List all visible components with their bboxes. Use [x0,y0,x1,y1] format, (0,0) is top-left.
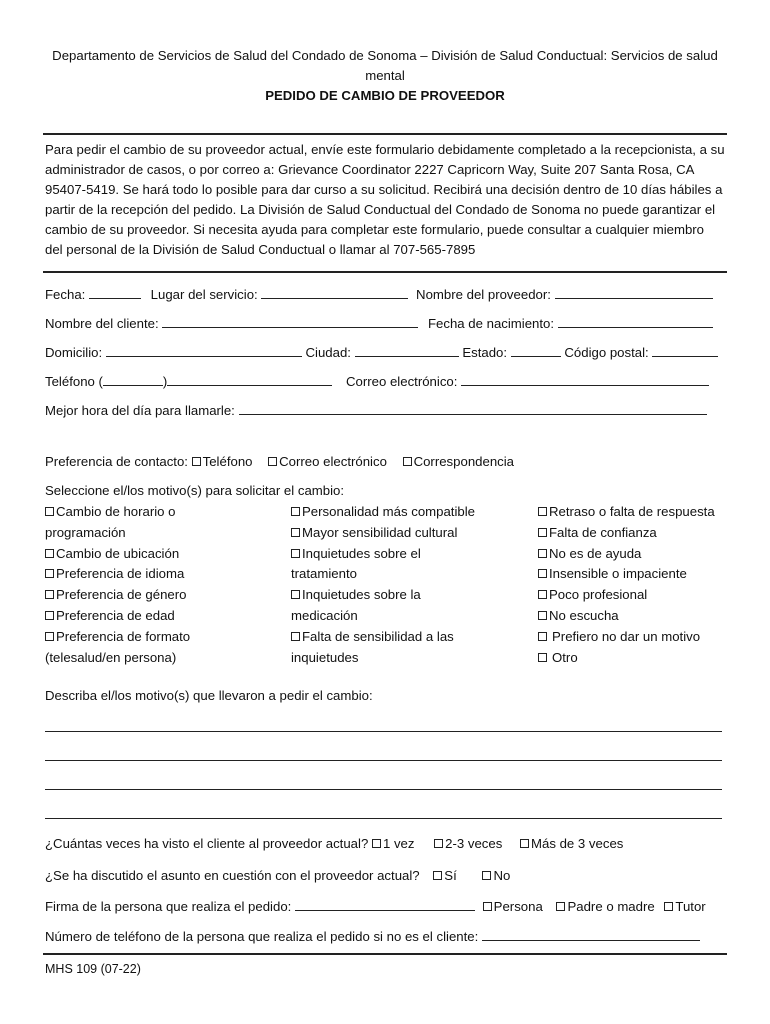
checkbox[interactable] [538,653,547,662]
correo-field[interactable] [461,372,709,386]
discussed-option: No [493,868,511,883]
reason-label: Mayor sensibilidad cultural [302,524,458,540]
reason-label: Preferencia de formato (telesalud/en persona) [45,628,191,665]
reason-label: Falta de sensibilidad a las inquietudes [291,628,454,665]
discussed-question [45,866,725,886]
reason-item[interactable] [538,544,738,565]
checkbox[interactable] [291,632,300,641]
discussed-label: ¿Se ha discutido el asunto en cuestión con el proveedor actual? [45,868,420,883]
domicilio-field[interactable] [106,343,302,357]
reason-label: Personalidad más compatible [302,504,475,519]
describe-line[interactable] [45,760,722,761]
visits-option: 2-3 veces [445,836,503,851]
reasons-label: Seleccione el/los motivo(s) para solicitar el cambio: [45,483,345,498]
signature-field[interactable] [295,897,475,911]
signature-option: Tutor [675,899,706,914]
checkbox-tutor[interactable] [664,902,673,911]
estado-label: Estado: [462,345,508,360]
reason-label: Otro [552,649,578,665]
form-title: PEDIDO DE CAMBIO DE PROVEEDOR [265,88,505,103]
row-domicilio [45,343,725,363]
reason-item[interactable] [538,502,738,523]
reason-label: Preferencia de edad [56,607,175,623]
reason-item[interactable] [538,523,738,544]
correo-label: Correo electrónico: [346,374,458,389]
reasons-column-3 [538,502,738,668]
instructions-divider [43,271,727,273]
requester-phone-label: Número de teléfono de la persona que realiza el pedido si no es el cliente: [45,929,479,944]
checkbox-no[interactable] [482,871,491,880]
reason-item[interactable] [45,564,245,585]
checkbox[interactable] [538,549,547,558]
contact-option-telefono: Teléfono [202,454,253,469]
checkbox[interactable] [45,549,54,558]
form-header [44,46,726,106]
nacimiento-field[interactable] [558,314,713,328]
visits-question [45,834,725,854]
reason-item[interactable] [45,585,245,606]
mejor-hora-label: Mejor hora del día para llamarle: [45,403,235,418]
lugar-field[interactable] [261,285,408,299]
reason-label: Preferencia de idioma [56,566,185,582]
checkbox-correo[interactable] [268,457,277,466]
checkbox[interactable] [538,590,547,599]
signature-label: Firma de la persona que realiza el pedido: [45,899,292,914]
reasons-column-1 [45,502,245,668]
top-divider [43,133,727,135]
checkbox[interactable] [291,549,300,558]
reason-item[interactable] [45,627,245,669]
contact-label: Preferencia de contacto: [45,454,188,469]
reason-item[interactable] [291,544,441,586]
checkbox[interactable] [45,569,54,578]
reason-label: Poco profesional [549,587,648,603]
bottom-divider [43,953,727,955]
checkbox[interactable] [45,632,54,641]
cliente-field[interactable] [162,314,418,328]
reason-item[interactable] [538,585,738,606]
discussed-option: Sí [444,868,457,883]
checkbox-1-vez[interactable] [372,839,381,848]
visits-option: Más de 3 veces [531,836,624,851]
checkbox-si[interactable] [433,871,442,880]
nacimiento-label: Fecha de nacimiento: [427,316,555,331]
checkbox-telefono[interactable] [192,457,201,466]
reason-label: Insensible o impaciente [549,566,687,582]
reason-item[interactable] [45,502,245,544]
reason-item[interactable] [538,564,738,585]
contact-preference [45,452,725,472]
checkbox[interactable] [291,528,300,537]
reason-label: Preferencia de género [56,587,187,603]
checkbox[interactable] [45,611,54,620]
checkbox-padre-madre[interactable] [556,902,565,911]
department-name: Departamento de Servicios de Salud del Condado de Sonoma – División de Salud Conductual: Servicios de salud mental [52,48,718,83]
reason-label: Falta de confianza [549,524,657,540]
row-cliente-nacimiento [45,314,725,334]
checkbox[interactable] [538,507,547,516]
requester-phone-field[interactable] [482,927,700,941]
visits-label: ¿Cuántas veces ha visto el cliente al proveedor actual? [45,836,369,851]
reason-label: No es de ayuda [549,545,642,561]
instructions-paragraph: Para pedir el cambio de su proveedor actual, envíe este formulario debidamente completado a la recepcionista, a su administrador de casos, o por correo a: Grievance Coordinator 2227 Capricorn Way, Suite 207 Santa Rosa, CA 95407-5419. Se hará todo lo posible para dar curso a su solicitud. Recibirá una decisión dentro de 10 días hábiles a partir de la recepción del pedido. La División de Salud Conductual del Condado de Sonoma no puede garantizar el cambio de su proveedor. Si necesita ayuda para completar este formulario, puede consultar a cualquier miembro del personal de la División de Salud Conductual o llamar al 707-565-7895 [45,142,725,257]
contact-option-correo: Correo electrónico [279,454,387,469]
proveedor-label: Nombre del proveedor: [416,287,551,302]
mejor-hora-field[interactable] [239,401,707,415]
fecha-label: Fecha: [45,287,86,302]
reason-label: Retraso o falta de respuesta [549,504,715,519]
signature-option: Padre o madre [567,899,655,914]
reason-label: Cambio de horario o programación [45,504,176,540]
form-code: MHS 109 (07-22) [45,962,141,976]
domicilio-label: Domicilio: [45,345,103,360]
signature-option: Persona [493,899,543,914]
telefono-label: Teléfono ( [45,374,103,389]
codigo-label: Código postal: [564,345,649,360]
ciudad-field[interactable] [355,343,459,357]
reason-item[interactable] [291,627,466,669]
describe-line[interactable] [45,818,722,819]
reason-label: Cambio de ubicación [56,545,180,561]
row-mejor-hora [45,401,725,421]
row-telefono-correo [45,372,725,392]
codigo-field[interactable] [652,343,718,357]
row-fecha-lugar-proveedor [45,285,725,305]
reason-item[interactable] [538,648,738,669]
checkbox[interactable] [45,590,54,599]
telefono-area-field[interactable] [103,372,163,386]
describe-line[interactable] [45,789,722,790]
proveedor-field[interactable] [555,285,713,299]
reason-label: Inquietudes sobre el tratamiento [291,545,421,582]
ciudad-label: Ciudad: [305,345,351,360]
checkbox-2-3-veces[interactable] [434,839,443,848]
checkbox[interactable] [538,569,547,578]
cliente-label: Nombre del cliente: [45,316,159,331]
reason-label: No escucha [549,607,619,623]
reason-item[interactable] [291,502,511,523]
reason-item[interactable] [45,606,245,627]
checkbox[interactable] [291,507,300,516]
describe-label: Describa el/los motivo(s) que llevaron a pedir el cambio: [45,688,373,703]
checkbox[interactable] [538,632,547,641]
telefono-field[interactable] [167,372,332,386]
checkbox-correspondencia[interactable] [403,457,412,466]
lugar-label: Lugar del servicio: [150,287,258,302]
reasons-column-2 [291,502,511,668]
reason-item[interactable] [538,627,738,648]
checkbox-mas-de-3[interactable] [520,839,529,848]
checkbox-persona[interactable] [483,902,492,911]
signature-row [45,897,725,917]
checkbox[interactable] [45,507,54,516]
describe-line[interactable] [45,731,722,732]
checkbox[interactable] [538,528,547,537]
reason-item[interactable] [45,544,245,565]
reason-item[interactable] [291,523,511,544]
telefono-close: ) [162,374,168,389]
checkbox[interactable] [538,611,547,620]
checkbox[interactable] [291,590,300,599]
visits-option: 1 vez [382,836,415,851]
fecha-field[interactable] [89,285,141,299]
reason-label: Prefiero no dar un motivo [552,628,701,644]
estado-field[interactable] [511,343,561,357]
contact-option-correspondencia: Correspondencia [413,454,515,469]
requester-phone-row [45,927,725,947]
reason-label: Inquietudes sobre la medicación [291,587,421,623]
reason-item[interactable] [291,585,441,627]
reason-item[interactable] [538,606,738,627]
